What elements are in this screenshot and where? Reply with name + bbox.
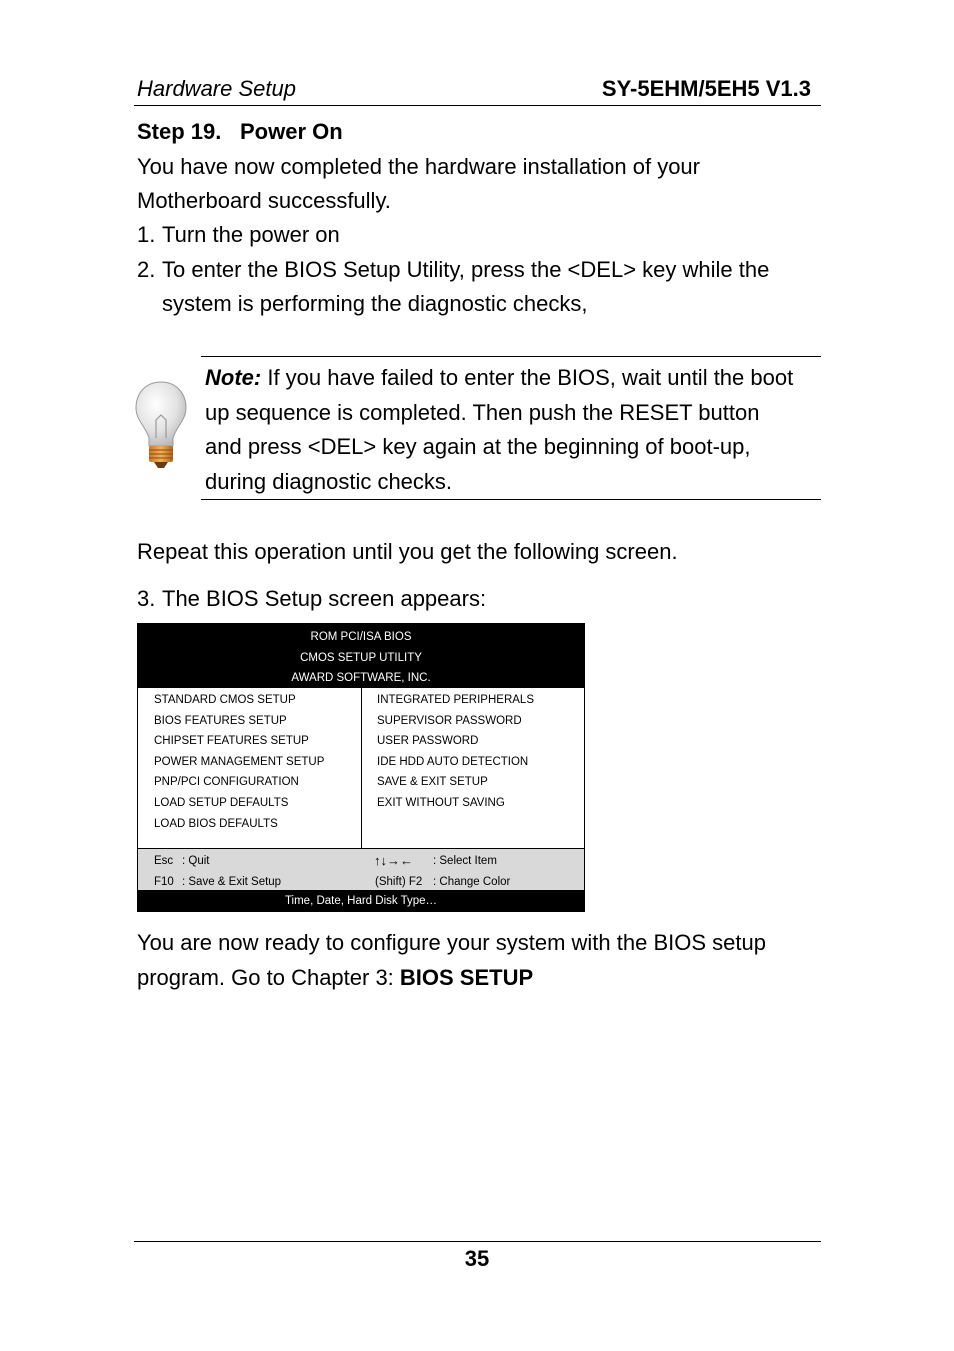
bios-menu-item: USER PASSWORD [377, 735, 479, 747]
bios-key: F10 [154, 876, 174, 888]
repeat-instruction: Repeat this operation until you get the following screen. [137, 539, 678, 564]
list-text: Turn the power on [162, 222, 340, 247]
bios-menu-item: IDE HDD AUTO DETECTION [377, 756, 529, 768]
list-item [137, 582, 486, 616]
bios-setup-screen [137, 623, 585, 912]
list-item [137, 218, 340, 252]
list-number: 3. [137, 586, 156, 611]
lightbulb-icon [134, 380, 188, 472]
list-item [137, 253, 769, 321]
note-line-2: up sequence is completed. Then push the RESET button [205, 399, 760, 425]
bios-key-action: : Select Item [433, 855, 497, 867]
note-line-4: during diagnostic checks. [205, 468, 453, 494]
bios-header-line: AWARD SOFTWARE, INC. [291, 672, 431, 684]
bios-menu-item: INTEGRATED PERIPHERALS [377, 694, 534, 706]
step-title: Power On [240, 119, 343, 144]
running-header-section: Hardware Setup [137, 76, 296, 101]
bios-menu-item: STANDARD CMOS SETUP [154, 694, 296, 706]
note-line-1: If you have failed to enter the BIOS, wait until the boot [261, 365, 794, 390]
note-label: Note: [205, 365, 262, 390]
bios-key-action: : Change Color [433, 876, 511, 888]
bios-status-bar: Time, Date, Hard Disk Type… [138, 890, 584, 911]
list-number: 1. [137, 222, 156, 247]
bios-menu-item: EXIT WITHOUT SAVING [377, 797, 505, 809]
intro-line-2: Motherboard successfully. [137, 188, 391, 213]
bios-key-action: : Quit [182, 855, 210, 867]
header-divider [134, 105, 821, 106]
bios-header-line: CMOS SETUP UTILITY [300, 652, 422, 664]
bios-menu-item: BIOS FEATURES SETUP [154, 715, 287, 727]
intro-line-1: You have now completed the hardware installation of your [137, 154, 700, 179]
note-text [205, 361, 821, 499]
note-line-3: and press <DEL> key again at the beginning of boot-up, [205, 434, 751, 459]
list-number: 2. [137, 257, 156, 282]
closing-line-2 [137, 961, 533, 995]
closing-line-1: You are now ready to configure your system with the BIOS setup [137, 930, 766, 955]
bios-menu-item: POWER MANAGEMENT SETUP [154, 756, 325, 768]
closing-text: program. Go to Chapter 3: [137, 965, 400, 990]
bios-menu-right [362, 688, 584, 848]
arrow-keys-icon: ↑↓→← [374, 853, 413, 868]
footer-divider [134, 1241, 821, 1242]
bios-key: (Shift) F2 [375, 876, 423, 888]
bios-header-line: ROM PCI/ISA BIOS [310, 631, 412, 643]
chapter-reference: BIOS SETUP [399, 965, 534, 990]
step-number: Step 19. [137, 119, 222, 144]
running-header-model: SY-5EHM/5EH5 V1.3 [601, 76, 811, 101]
bios-key: Esc [154, 855, 174, 867]
list-text-continued: system is performing the diagnostic checks, [162, 291, 588, 316]
bios-key-action: : Save & Exit Setup [182, 876, 282, 888]
bios-key-legend [138, 848, 584, 890]
step-heading [137, 119, 343, 145]
bios-menu-item: LOAD SETUP DEFAULTS [154, 797, 289, 809]
bios-menu-item: SAVE & EXIT SETUP [377, 776, 488, 788]
page-number: 35 [464, 1246, 490, 1271]
bios-header [138, 624, 584, 688]
bios-menu-left [138, 688, 362, 848]
list-text: The BIOS Setup screen appears: [162, 586, 487, 611]
bios-menu-item: PNP/PCI CONFIGURATION [154, 776, 299, 788]
bios-menu-item: CHIPSET FEATURES SETUP [154, 735, 309, 747]
note-top-rule [201, 356, 821, 357]
bios-menu-item: SUPERVISOR PASSWORD [377, 715, 522, 727]
list-text: To enter the BIOS Setup Utility, press the <DEL> key while the [162, 257, 770, 282]
note-bottom-rule [201, 499, 821, 500]
bios-menu-item: LOAD BIOS DEFAULTS [154, 818, 278, 830]
